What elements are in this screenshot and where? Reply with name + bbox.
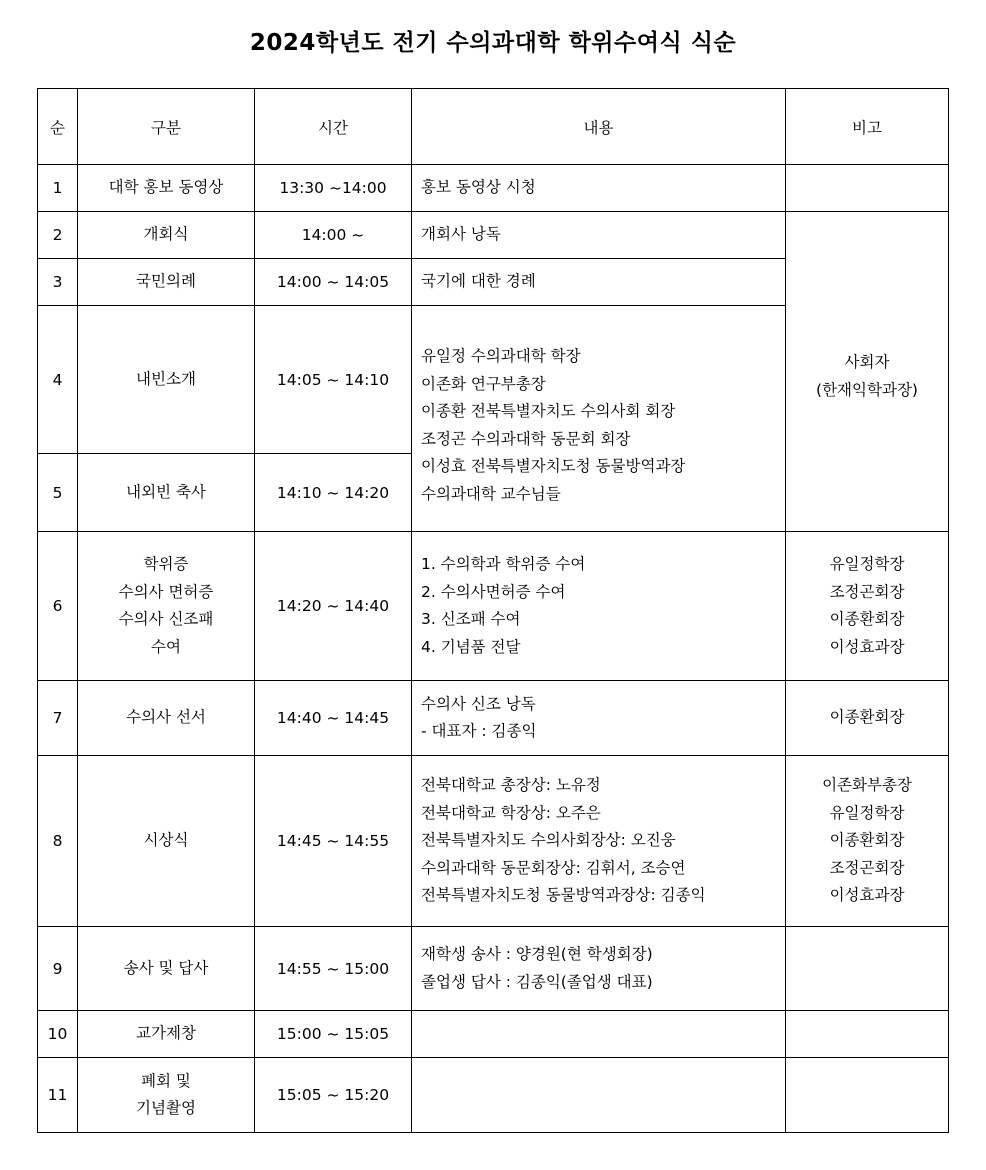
row-note	[786, 532, 949, 681]
row-time: 14:40 ~ 14:45	[255, 681, 412, 756]
row-content	[412, 259, 786, 306]
row-time: 13:30 ~14:00	[255, 165, 412, 212]
table-header-row	[38, 89, 949, 165]
row-content-line: 2. 수의사면허증 수여	[421, 582, 566, 601]
row-category-line: 송사 및 답사	[123, 958, 209, 977]
row-time: 14:20 ~ 14:40	[255, 532, 412, 681]
row-note	[786, 1011, 949, 1058]
row-content-guests-line: 유일정 수의과대학 학장	[421, 347, 581, 365]
row-number: 10	[38, 1011, 78, 1058]
row-number: 1	[38, 165, 78, 212]
ceremony-program-table	[37, 88, 949, 1133]
row-time: 14:10 ~ 14:20	[255, 454, 412, 532]
table-row	[38, 212, 949, 259]
row-note-mc-line: 사회자	[844, 353, 890, 371]
row-category	[78, 927, 255, 1011]
row-note	[786, 165, 949, 212]
row-content-line: 국기에 대한 경례	[421, 272, 536, 291]
row-number: 6	[38, 532, 78, 681]
row-note-mc-line: (한재익학과장)	[816, 380, 918, 399]
row-content-line: - 대표자 : 김종익	[421, 722, 537, 740]
row-number: 7	[38, 681, 78, 756]
row-time: 14:55 ~ 15:00	[255, 927, 412, 1011]
row-time: 14:05 ~ 14:10	[255, 306, 412, 454]
row-content-line: 수의사 신조 낭독	[421, 694, 536, 713]
row-content-line: 재학생 송사 : 양경원(현 학생회장)	[421, 945, 653, 963]
row-content	[412, 927, 786, 1011]
row-category	[78, 306, 255, 454]
row-time: 14:00 ~	[255, 212, 412, 259]
row-category-line: 수의사 신조패	[118, 610, 214, 628]
row-number: 2	[38, 212, 78, 259]
row-category-line: 내빈소개	[136, 369, 196, 388]
row-number: 3	[38, 259, 78, 306]
row-category-line: 대학 홍보 동영상	[108, 178, 224, 197]
row-category	[78, 681, 255, 756]
row-category	[78, 212, 255, 259]
row-category-line: 내외빈 축사	[126, 482, 206, 501]
row-category-line: 국민의례	[136, 272, 196, 291]
row-content-line: 전북특별자치도 수의사회장상: 오진웅	[421, 831, 676, 850]
table-row	[38, 927, 949, 1011]
row-note-line: 이존화부총장	[822, 776, 912, 795]
row-category	[78, 1058, 255, 1133]
row-category-line: 폐회 및	[141, 1071, 191, 1090]
row-content-guests	[412, 306, 786, 532]
row-category	[78, 259, 255, 306]
row-category-line: 수여	[151, 637, 181, 656]
row-note-line: 이성효과장	[829, 886, 905, 905]
row-number: 9	[38, 927, 78, 1011]
header-time: 시간	[255, 89, 412, 165]
row-category	[78, 165, 255, 212]
row-content-line: 3. 신조패 수여	[421, 610, 521, 628]
row-category-line: 시상식	[143, 831, 189, 850]
row-note-line: 유일정학장	[829, 555, 905, 573]
row-category-line: 교가제창	[136, 1024, 196, 1043]
row-note-line: 이종환회장	[829, 610, 905, 628]
row-note-mc	[786, 212, 949, 532]
row-category	[78, 1011, 255, 1058]
row-note	[786, 927, 949, 1011]
row-content-line: 전북대학교 학장상: 오주은	[421, 803, 601, 822]
row-content-line: 졸업생 답사 : 김종익(졸업생 대표)	[421, 972, 653, 991]
row-content	[412, 1058, 786, 1133]
row-number: 5	[38, 454, 78, 532]
row-content	[412, 756, 786, 927]
row-note-line: 이종환회장	[829, 708, 905, 727]
row-content-guests-line: 수의과대학 교수님들	[421, 484, 561, 503]
row-content-line: 전북특별자치도청 동물방역과장상: 김종익	[421, 886, 706, 905]
row-category-line: 학위증	[143, 555, 189, 573]
row-content	[412, 532, 786, 681]
row-number: 4	[38, 306, 78, 454]
row-note-line: 이성효과장	[829, 637, 905, 656]
table-row	[38, 756, 949, 927]
table-row	[38, 1011, 949, 1058]
row-note	[786, 681, 949, 756]
row-number: 8	[38, 756, 78, 927]
row-category-line: 개회식	[143, 225, 189, 244]
row-note-line: 조정곤회장	[829, 858, 905, 877]
row-note	[786, 1058, 949, 1133]
row-content-line: 수의과대학 동문회장상: 김휘서, 조승연	[421, 858, 686, 877]
row-time: 15:05 ~ 15:20	[255, 1058, 412, 1133]
header-note: 비고	[786, 89, 949, 165]
row-category	[78, 756, 255, 927]
row-note-line: 이종환회장	[829, 831, 905, 850]
header-category: 구분	[78, 89, 255, 165]
row-content-guests-line: 조정곤 수의과대학 동문회 회장	[421, 429, 631, 448]
row-content-guests-line: 이존화 연구부총장	[421, 374, 546, 393]
row-content	[412, 1011, 786, 1058]
row-category	[78, 532, 255, 681]
row-content	[412, 212, 786, 259]
row-content-line: 4. 기념품 전달	[421, 637, 521, 656]
row-category-line: 기념촬영	[136, 1099, 196, 1117]
row-category	[78, 454, 255, 532]
row-content-line: 1. 수의학과 학위증 수여	[421, 555, 586, 573]
row-time: 15:00 ~ 15:05	[255, 1011, 412, 1058]
row-category-line: 수의사 면허증	[118, 582, 214, 601]
row-category-line: 수의사 선서	[126, 708, 206, 727]
table-row	[38, 1058, 949, 1133]
row-time: 14:45 ~ 14:55	[255, 756, 412, 927]
page-title: 2024학년도 전기 수의과대학 학위수여식 식순	[249, 30, 737, 56]
row-note-line: 조정곤회장	[829, 582, 905, 601]
row-content-line: 개회사 낭독	[421, 225, 501, 244]
row-time: 14:00 ~ 14:05	[255, 259, 412, 306]
row-content-guests-line: 이성효 전북특별자치도청 동물방역과장	[421, 457, 686, 475]
table-row	[38, 532, 949, 681]
row-content	[412, 165, 786, 212]
row-content	[412, 681, 786, 756]
row-note	[786, 756, 949, 927]
row-content-line: 홍보 동영상 시청	[421, 178, 536, 197]
row-number: 11	[38, 1058, 78, 1133]
header-content: 내용	[412, 89, 786, 165]
header-no: 순	[38, 89, 78, 165]
table-row	[38, 165, 949, 212]
row-note-line: 유일정학장	[829, 803, 905, 822]
row-content-line: 전북대학교 총장상: 노유정	[421, 776, 601, 795]
table-row	[38, 681, 949, 756]
row-content-guests-line: 이종환 전북특별자치도 수의사회 회장	[421, 402, 676, 420]
